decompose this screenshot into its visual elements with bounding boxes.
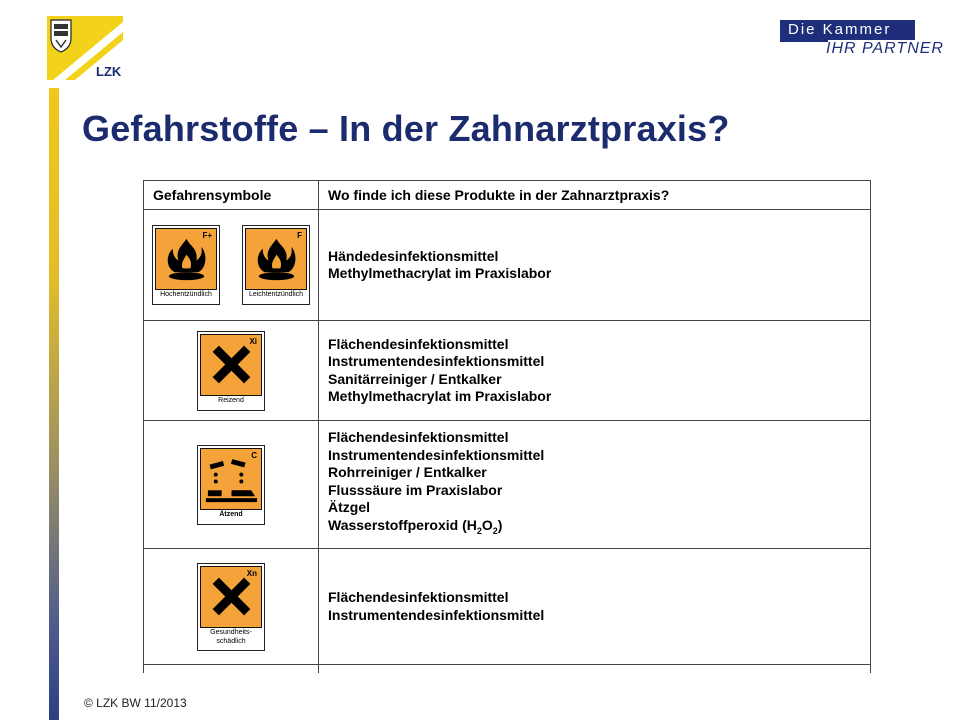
list-item: Händedesinfektionsmittel (328, 247, 499, 264)
hazard-symbol-extremely-flammable (152, 225, 220, 305)
formula-mid: O (481, 516, 493, 533)
hazard-label: Hochentzündlich (160, 291, 212, 298)
hazard-symbol-corrosive (197, 445, 265, 525)
table-row (144, 321, 871, 421)
hazard-symbol-harmful (197, 563, 265, 651)
symbol-cell (144, 321, 319, 421)
formula-sub: 2 (492, 525, 498, 536)
table-row (144, 421, 871, 549)
hazard-code: F+ (202, 231, 212, 240)
table-row (144, 210, 871, 321)
hazard-symbol-highly-flammable (242, 225, 310, 305)
kammer-logo-slogan: IHR PARTNER (826, 40, 944, 57)
symbol-cell (144, 549, 319, 665)
formula-suffix: ) (497, 516, 503, 533)
hazard-label: Ätzend (219, 510, 243, 518)
hazard-code: Xi (249, 336, 257, 346)
location-cell (319, 210, 871, 321)
list-item: Flächendesinfektionsmittel (328, 589, 509, 605)
list-item: Flächendesinfektionsmittel (328, 335, 509, 352)
hazard-label (200, 628, 262, 648)
location-cell (319, 321, 871, 421)
table-header-row (144, 181, 871, 210)
formula-sub: 2 (476, 525, 482, 536)
location-cell (319, 549, 871, 665)
list-item: Instrumentendesinfektionsmittel (328, 446, 545, 463)
hazard-table (143, 180, 871, 673)
list-item: Methylmethacrylat im Praxislabor (328, 265, 552, 281)
header-symbols: Gefahrensymbole (144, 181, 319, 210)
list-item: Sanitärreiniger / Entkalker (328, 370, 502, 387)
footer-copyright: © LZK BW 11/2013 (84, 696, 187, 710)
formula-item (328, 517, 870, 540)
location-cell (319, 421, 871, 549)
lzk-logo-text: LZK (96, 64, 122, 79)
hazard-label-line: schädlich (216, 637, 246, 645)
table-row (144, 549, 871, 665)
hazard-code: C (251, 450, 257, 460)
kammer-logo-box: Die Kammer (780, 20, 915, 40)
list-item: Rohrreiniger / Entkalker (328, 464, 487, 481)
table-row-partial (144, 665, 871, 673)
symbol-cell (144, 210, 319, 321)
hazard-symbol-irritant (197, 331, 265, 411)
side-accent-bar (49, 88, 59, 720)
symbol-cell (144, 421, 319, 549)
symbol-cell (144, 665, 319, 673)
list-item: Ätzgel (328, 499, 370, 516)
formula-prefix: Wasserstoffperoxid (H (328, 516, 477, 533)
list-item: Instrumentendesinfektionsmittel (328, 353, 545, 369)
list-item: Methylmethacrylat im Praxislabor (328, 388, 552, 404)
page-title: Gefahrstoffe – In der Zahnarztpraxis? (82, 108, 730, 149)
hazard-label: Reizend (218, 396, 244, 404)
list-item: Flusssäure im Praxislabor (328, 481, 503, 498)
list-item: Instrumentendesinfektionsmittel (328, 606, 545, 623)
header-locations: Wo finde ich diese Produkte in der Zahnarztpraxis? (319, 181, 871, 210)
hazard-label: Leichtentzündlich (248, 291, 304, 298)
hazard-label-line: Gesundheits- (210, 628, 252, 636)
hazard-code: Xn (246, 568, 257, 578)
location-cell (319, 665, 871, 673)
kammer-logo-line (780, 40, 828, 42)
hazard-code: F (297, 231, 302, 240)
list-item: Flächendesinfektionsmittel (328, 429, 509, 446)
